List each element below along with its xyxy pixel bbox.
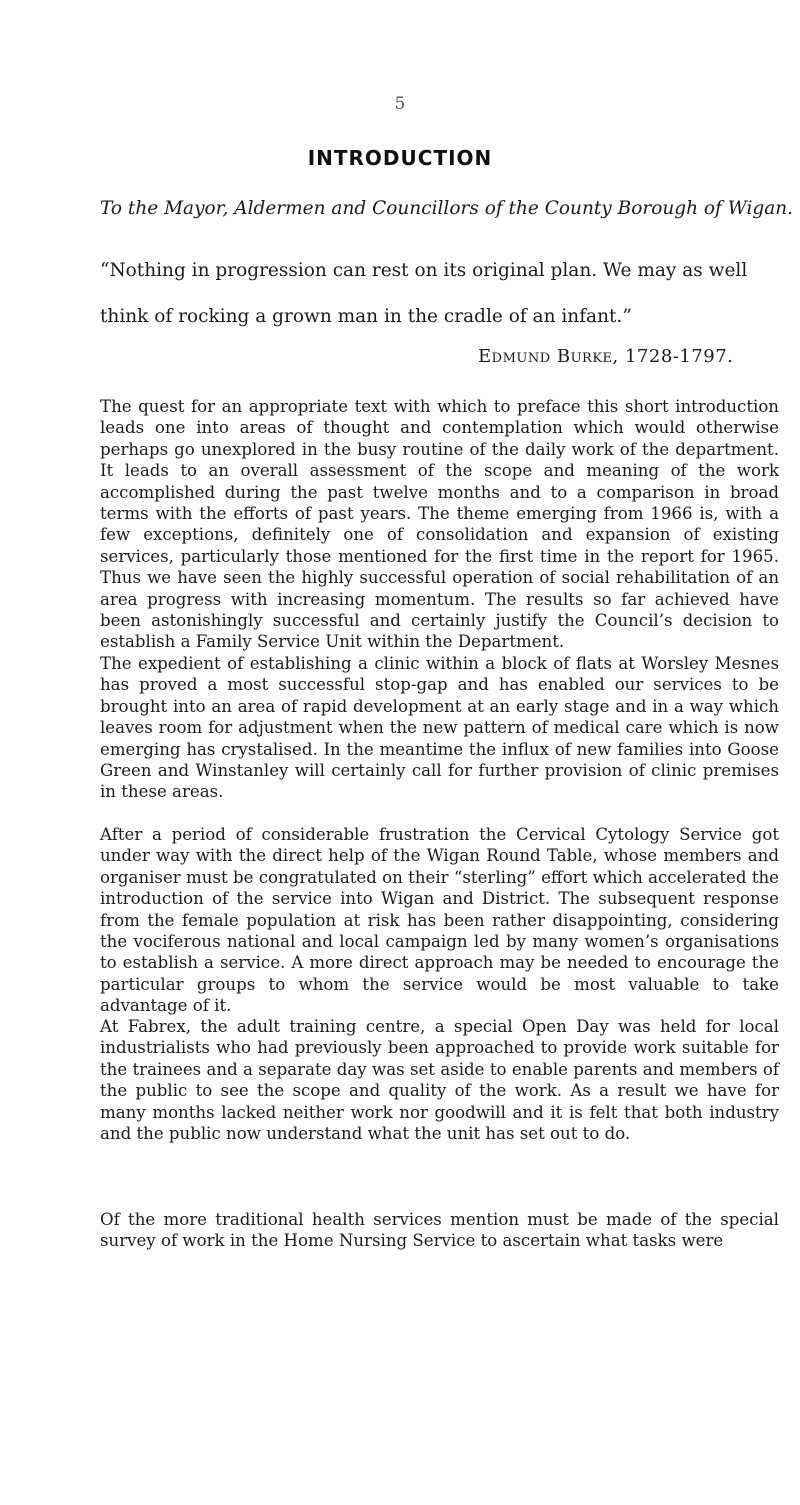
paragraph-3: After a period of considerable frustration the Cervical Cytology Service got under way with the direct help of the Wigan Round Table, whose members and organiser must be congratulated on their “sterling” effort which accelerated the introduction of the service into Wigan and District. The subsequent response from the female population at risk has been rather disappointing, considering the vociferous national and local campaign led by many women’s organisations to establish a service. A more direct approach may be needed to encourage the particular groups to whom the service would be most valuable to take advantage of it.	[100, 825, 779, 1016]
quote-attribution: Edmund Burke, 1728-1797.	[478, 346, 734, 367]
quote-line-1: “Nothing in progression can rest on its original plan. We may as well	[100, 260, 748, 281]
salutation: To the Mayor, Aldermen and Councillors of the County Borough of Wigan.	[100, 198, 794, 219]
paragraph-2: The expedient of establishing a clinic within a block of flats at Worsley Mesnes has proved a most successful stop-gap and has enabled our services to be brought into an area of rapid development at an early stage and in a way which leaves room for adjustment when the new pattern of medical care which is now emerging has crystalised. In the meantime the influx of new families into Goose Green and Winstanley will certainly call for further provision of clinic premises in these areas.	[100, 654, 779, 802]
paragraph-5: Of the more traditional health services mention must be made of the special survey of work in the Home Nursing Service to ascertain what tasks were	[100, 1210, 779, 1251]
epigraph-quote	[100, 248, 780, 340]
paragraph-4: At Fabrex, the adult training centre, a special Open Day was held for local industrialists who had previously been approached to provide work suitable for the trainees and a separate day was set aside to enable parents and members of the public to see the scope and quality of the work. As a result we have for many months lacked neither work nor goodwill and it is felt that both industry and the public now understand what the unit has set out to do.	[100, 1017, 779, 1144]
paragraph-1: The quest for an appropriate text with which to preface this short introduction leads one into areas of thought and contemplation which would otherwise perhaps go unexplored in the busy routine of the daily work of the department. It leads to an overall assessment of the scope and meaning of the work accomplished during the past twelve months and to a comparison in broad terms with the efforts of past years. The theme emerging from 1966 is, with a few exceptions, definitely one of consolidation and expansion of existing services, particularly those mentioned for the first time in the report for 1965. Thus we have seen the highly successful operation of social rehabilitation of an area progress with increasing momentum. The results so far achieved have been astonishingly successful and certainly justify the Council’s decision to establish a Family Service Unit within the Department.	[100, 397, 779, 652]
page-title: INTRODUCTION	[307, 146, 493, 170]
page-number: 5	[394, 94, 406, 114]
quote-line-2: think of rocking a grown man in the cradle of an infant.”	[100, 306, 632, 327]
